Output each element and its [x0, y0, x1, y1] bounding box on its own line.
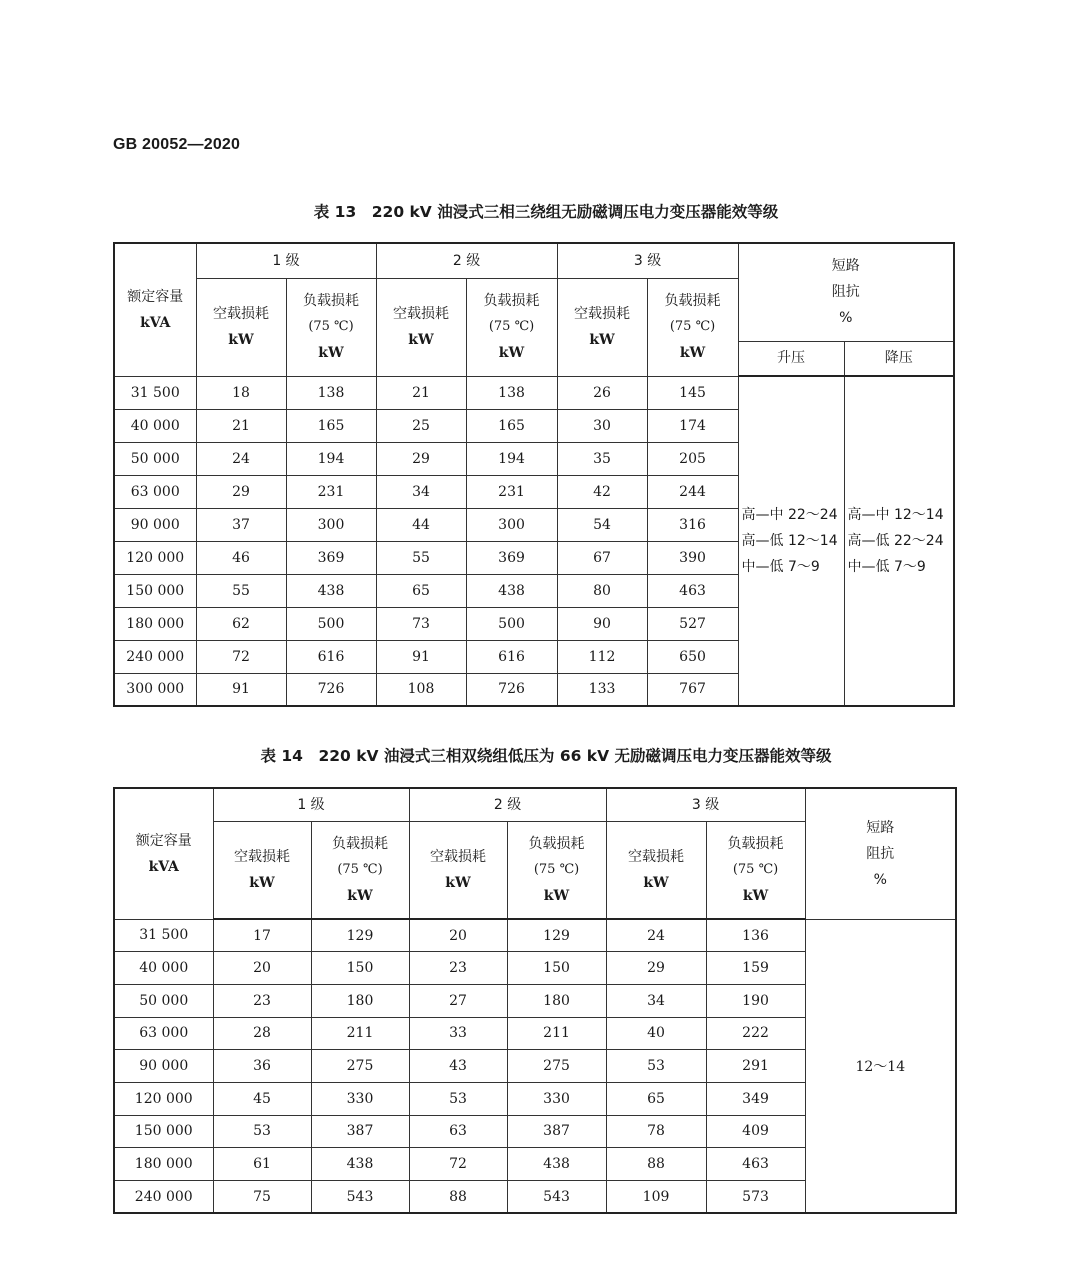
- value-cell: 409: [706, 1115, 805, 1148]
- value-cell: 17: [213, 919, 311, 952]
- table-row: [114, 919, 956, 952]
- no-load-loss-header: 空载损耗 kW: [213, 821, 311, 919]
- value-cell: 369: [286, 541, 376, 574]
- value-cell: 650: [647, 640, 738, 673]
- value-cell: 25: [376, 409, 466, 442]
- value-cell: 55: [376, 541, 466, 574]
- value-cell: 616: [286, 640, 376, 673]
- value-cell: 194: [286, 442, 376, 475]
- value-cell: 55: [196, 574, 286, 607]
- value-cell: 72: [196, 640, 286, 673]
- value-cell: 40: [606, 1017, 706, 1050]
- value-cell: 34: [376, 475, 466, 508]
- value-cell: 165: [286, 409, 376, 442]
- value-cell: 275: [311, 1050, 409, 1083]
- value-cell: 30: [557, 409, 647, 442]
- step-up-impedance-cell: 高—中 22～24 高—低 12～14 中—低 7～9: [738, 376, 844, 706]
- table14: [113, 787, 957, 1214]
- capacity-cell: 50 000: [114, 442, 196, 475]
- value-cell: 165: [466, 409, 557, 442]
- load-loss-header: 负载损耗 (75 ℃) kW: [466, 278, 557, 376]
- value-cell: 438: [507, 1148, 606, 1181]
- value-cell: 463: [647, 574, 738, 607]
- value-cell: 35: [557, 442, 647, 475]
- value-cell: 46: [196, 541, 286, 574]
- value-cell: 44: [376, 508, 466, 541]
- capacity-cell: 63 000: [114, 1017, 213, 1050]
- value-cell: 438: [311, 1148, 409, 1181]
- load-loss-header: 负载损耗 (75 ℃) kW: [706, 821, 805, 919]
- capacity-cell: 300 000: [114, 673, 196, 706]
- load-loss-header: 负载损耗 (75 ℃) kW: [647, 278, 738, 376]
- grade2-header: 2 级: [376, 243, 557, 278]
- value-cell: 133: [557, 673, 647, 706]
- capacity-cell: 120 000: [114, 541, 196, 574]
- value-cell: 616: [466, 640, 557, 673]
- value-cell: 573: [706, 1181, 805, 1214]
- value-cell: 180: [311, 984, 409, 1017]
- value-cell: 61: [213, 1148, 311, 1181]
- value-cell: 244: [647, 475, 738, 508]
- value-cell: 54: [557, 508, 647, 541]
- value-cell: 300: [286, 508, 376, 541]
- grade2-header: 2 级: [409, 788, 606, 821]
- no-load-loss-header: 空载损耗 kW: [557, 278, 647, 376]
- value-cell: 36: [213, 1050, 311, 1083]
- value-cell: 180: [507, 984, 606, 1017]
- value-cell: 211: [311, 1017, 409, 1050]
- no-load-loss-header: 空载损耗 kW: [376, 278, 466, 376]
- value-cell: 80: [557, 574, 647, 607]
- table13: [113, 242, 955, 707]
- value-cell: 65: [376, 574, 466, 607]
- value-cell: 300: [466, 508, 557, 541]
- value-cell: 330: [507, 1082, 606, 1115]
- value-cell: 387: [311, 1115, 409, 1148]
- table14-title: 表 14 220 kV 油浸式三相双绕组低压为 66 kV 无励磁调压电力变压器能效等级: [260, 747, 832, 765]
- no-load-loss-header: 空载损耗 kW: [409, 821, 507, 919]
- capacity-cell: 150 000: [114, 1115, 213, 1148]
- value-cell: 91: [196, 673, 286, 706]
- value-cell: 91: [376, 640, 466, 673]
- table-row: [114, 376, 954, 409]
- value-cell: 53: [409, 1082, 507, 1115]
- value-cell: 88: [409, 1181, 507, 1214]
- value-cell: 145: [647, 376, 738, 409]
- value-cell: 500: [466, 607, 557, 640]
- value-cell: 53: [213, 1115, 311, 1148]
- capacity-cell: 90 000: [114, 508, 196, 541]
- value-cell: 231: [286, 475, 376, 508]
- value-cell: 78: [606, 1115, 706, 1148]
- value-cell: 88: [606, 1148, 706, 1181]
- no-load-loss-header: 空载损耗 kW: [606, 821, 706, 919]
- impedance-value-cell: 12～14: [805, 919, 956, 1213]
- standard-code: GB 20052—2020: [113, 136, 241, 153]
- value-cell: 369: [466, 541, 557, 574]
- capacity-header: 额定容量 kVA: [114, 243, 196, 376]
- value-cell: 194: [466, 442, 557, 475]
- value-cell: 45: [213, 1082, 311, 1115]
- value-cell: 349: [706, 1082, 805, 1115]
- value-cell: 63: [409, 1115, 507, 1148]
- capacity-cell: 180 000: [114, 607, 196, 640]
- value-cell: 543: [507, 1181, 606, 1214]
- value-cell: 27: [409, 984, 507, 1017]
- value-cell: 29: [196, 475, 286, 508]
- value-cell: 129: [311, 919, 409, 952]
- value-cell: 34: [606, 984, 706, 1017]
- value-cell: 67: [557, 541, 647, 574]
- value-cell: 112: [557, 640, 647, 673]
- grade3-header: 3 级: [557, 243, 738, 278]
- value-cell: 37: [196, 508, 286, 541]
- value-cell: 29: [376, 442, 466, 475]
- value-cell: 275: [507, 1050, 606, 1083]
- load-loss-header: 负载损耗 (75 ℃) kW: [507, 821, 606, 919]
- value-cell: 28: [213, 1017, 311, 1050]
- value-cell: 438: [286, 574, 376, 607]
- value-cell: 190: [706, 984, 805, 1017]
- value-cell: 53: [606, 1050, 706, 1083]
- capacity-cell: 40 000: [114, 952, 213, 985]
- value-cell: 21: [376, 376, 466, 409]
- value-cell: 23: [213, 984, 311, 1017]
- value-cell: 42: [557, 475, 647, 508]
- value-cell: 174: [647, 409, 738, 442]
- value-cell: 109: [606, 1181, 706, 1214]
- value-cell: 129: [507, 919, 606, 952]
- value-cell: 438: [466, 574, 557, 607]
- step-down-impedance-cell: 高—中 12～14 高—低 22～24 中—低 7～9: [844, 376, 954, 706]
- capacity-cell: 50 000: [114, 984, 213, 1017]
- value-cell: 73: [376, 607, 466, 640]
- capacity-cell: 240 000: [114, 640, 196, 673]
- capacity-cell: 240 000: [114, 1181, 213, 1214]
- value-cell: 231: [466, 475, 557, 508]
- value-cell: 767: [647, 673, 738, 706]
- grade1-header: 1 级: [196, 243, 376, 278]
- capacity-cell: 150 000: [114, 574, 196, 607]
- value-cell: 316: [647, 508, 738, 541]
- value-cell: 136: [706, 919, 805, 952]
- value-cell: 108: [376, 673, 466, 706]
- grade1-header: 1 级: [213, 788, 409, 821]
- value-cell: 463: [706, 1148, 805, 1181]
- value-cell: 72: [409, 1148, 507, 1181]
- value-cell: 75: [213, 1181, 311, 1214]
- value-cell: 20: [213, 952, 311, 985]
- value-cell: 390: [647, 541, 738, 574]
- capacity-cell: 31 500: [114, 376, 196, 409]
- value-cell: 138: [466, 376, 557, 409]
- capacity-cell: 63 000: [114, 475, 196, 508]
- capacity-cell: 40 000: [114, 409, 196, 442]
- value-cell: 18: [196, 376, 286, 409]
- capacity-cell: 120 000: [114, 1082, 213, 1115]
- value-cell: 29: [606, 952, 706, 985]
- value-cell: 211: [507, 1017, 606, 1050]
- no-load-loss-header: 空载损耗 kW: [196, 278, 286, 376]
- impedance-header: 短路 阻抗 %: [738, 243, 954, 341]
- value-cell: 726: [286, 673, 376, 706]
- impedance-header: 短路 阻抗 %: [805, 788, 956, 919]
- value-cell: 543: [311, 1181, 409, 1214]
- grade3-header: 3 级: [606, 788, 805, 821]
- value-cell: 527: [647, 607, 738, 640]
- value-cell: 43: [409, 1050, 507, 1083]
- value-cell: 62: [196, 607, 286, 640]
- value-cell: 23: [409, 952, 507, 985]
- value-cell: 24: [196, 442, 286, 475]
- value-cell: 500: [286, 607, 376, 640]
- capacity-cell: 180 000: [114, 1148, 213, 1181]
- value-cell: 33: [409, 1017, 507, 1050]
- load-loss-header: 负载损耗 (75 ℃) kW: [286, 278, 376, 376]
- value-cell: 291: [706, 1050, 805, 1083]
- step-up-header: 升压: [738, 341, 844, 376]
- value-cell: 20: [409, 919, 507, 952]
- value-cell: 159: [706, 952, 805, 985]
- value-cell: 138: [286, 376, 376, 409]
- table13-title: 表 13 220 kV 油浸式三相三绕组无励磁调压电力变压器能效等级: [313, 203, 779, 221]
- capacity-header: 额定容量 kVA: [114, 788, 213, 919]
- value-cell: 26: [557, 376, 647, 409]
- value-cell: 90: [557, 607, 647, 640]
- value-cell: 205: [647, 442, 738, 475]
- value-cell: 330: [311, 1082, 409, 1115]
- capacity-cell: 31 500: [114, 919, 213, 952]
- value-cell: 387: [507, 1115, 606, 1148]
- value-cell: 150: [507, 952, 606, 985]
- value-cell: 222: [706, 1017, 805, 1050]
- value-cell: 24: [606, 919, 706, 952]
- value-cell: 65: [606, 1082, 706, 1115]
- step-down-header: 降压: [844, 341, 954, 376]
- value-cell: 21: [196, 409, 286, 442]
- value-cell: 726: [466, 673, 557, 706]
- value-cell: 150: [311, 952, 409, 985]
- load-loss-header: 负载损耗 (75 ℃) kW: [311, 821, 409, 919]
- capacity-cell: 90 000: [114, 1050, 213, 1083]
